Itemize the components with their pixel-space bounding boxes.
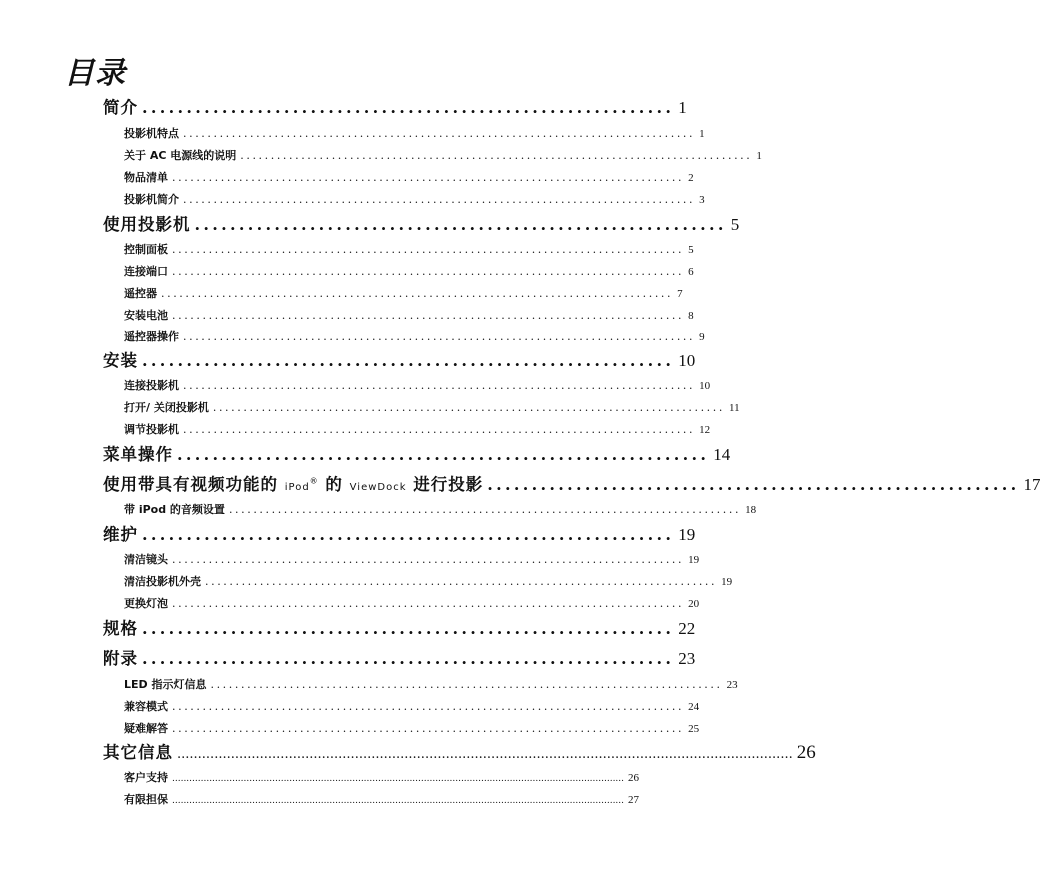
toc-label: 安装电池 xyxy=(124,309,168,322)
toc-page-number: 27 xyxy=(628,794,640,806)
toc-entry[interactable] xyxy=(124,421,711,437)
toc-label: 打开/ 关闭投影机 xyxy=(124,401,209,414)
toc-page-number: 8 xyxy=(688,310,694,322)
toc-label: 其它信息 xyxy=(103,743,173,762)
leader-dots: ............................................................ xyxy=(194,215,727,234)
toc-page-number: 18 xyxy=(745,504,757,516)
toc-label: 带 iPod 的音频设置 xyxy=(124,503,225,516)
toc-entry[interactable] xyxy=(124,191,705,207)
toc-page-number: 1 xyxy=(756,150,762,162)
toc-page-number: 24 xyxy=(688,701,700,713)
toc-entry[interactable] xyxy=(103,441,731,465)
toc-entry[interactable] xyxy=(124,125,705,141)
toc-label: 调节投影机 xyxy=(124,423,179,436)
toc-entry[interactable] xyxy=(103,471,1040,495)
toc-label: 遥控器操作 xyxy=(124,330,179,343)
toc-entry[interactable] xyxy=(124,595,700,611)
leader-dots: .................................................................................... xyxy=(172,243,685,256)
toc-page-number: 1 xyxy=(678,98,687,117)
leader-dots: .................................................................................... xyxy=(183,193,696,206)
toc-label: 更换灯泡 xyxy=(124,597,168,610)
toc-entry[interactable] xyxy=(124,769,640,785)
toc-label xyxy=(103,471,483,495)
leader-dots: .................................................................................... xyxy=(228,503,742,516)
leader-dots: .................................................................................... xyxy=(161,287,674,300)
toc-page-number: 11 xyxy=(728,402,740,414)
toc-page-number: 26 xyxy=(628,772,640,784)
toc-label: 疑难解答 xyxy=(124,722,168,735)
toc-entry[interactable] xyxy=(124,147,762,163)
leader-dots: ............................................................ xyxy=(142,525,675,544)
registered-mark: ® xyxy=(309,476,319,486)
leader-dots: .................................................................................... xyxy=(240,149,753,162)
leader-dots: .................................................................................... xyxy=(212,401,725,414)
toc-page-number: 22 xyxy=(678,619,696,638)
toc-label: 有限担保 xyxy=(124,793,168,806)
toc-page-number: 10 xyxy=(678,351,696,370)
toc-entry[interactable] xyxy=(124,573,733,589)
toc-label: 菜单操作 xyxy=(103,445,173,464)
toc-entry[interactable] xyxy=(124,169,694,185)
toc-entry[interactable] xyxy=(124,377,711,393)
toc-label: 附录 xyxy=(103,649,138,668)
leader-dots: .................................................................................... xyxy=(172,722,685,735)
leader-dots: .................................................................................... xyxy=(183,330,696,343)
toc-entry[interactable] xyxy=(103,347,696,371)
leader-dots: .................................................................................... xyxy=(183,423,696,436)
toc-page-number: 2 xyxy=(688,172,694,184)
toc-page-number: 5 xyxy=(688,244,694,256)
leader-dots: .................................................................................... xyxy=(183,379,696,392)
toc-label: 投影机特点 xyxy=(124,127,179,140)
toc-entry[interactable] xyxy=(124,501,757,517)
toc-entry[interactable] xyxy=(124,698,700,714)
leader-dots: .................................................................................... xyxy=(172,700,685,713)
toc-label-part: 进行投影 xyxy=(406,475,484,494)
leader-dots: .................................................................................... xyxy=(183,127,696,140)
leader-dots: .............................................................................................................................................................. xyxy=(172,796,625,806)
toc-page-number: 10 xyxy=(699,380,711,392)
leader-dots: ............................................................ xyxy=(142,351,675,370)
leader-dots: .................................................................................... xyxy=(172,309,685,322)
toc-label-part: 使用带具有视频功能的 xyxy=(103,475,285,494)
toc-entry[interactable] xyxy=(124,285,683,301)
leader-dots: ..................................................................................................................................................... xyxy=(177,747,793,762)
toc-label: 遥控器 xyxy=(124,287,157,300)
toc-label: 清洁投影机外壳 xyxy=(124,575,201,588)
toc-entry[interactable] xyxy=(124,263,694,279)
toc-page-number: 19 xyxy=(721,576,733,588)
toc-entry[interactable] xyxy=(103,521,696,545)
toc-entry[interactable] xyxy=(103,739,816,764)
leader-dots: .................................................................................... xyxy=(172,171,685,184)
leader-dots: .................................................................................... xyxy=(205,575,718,588)
toc-label: 物品清单 xyxy=(124,171,168,184)
leader-dots: .................................................................................... xyxy=(172,265,685,278)
toc-label: 客户支持 xyxy=(124,771,168,784)
leader-dots: ............................................................ xyxy=(142,98,675,117)
toc-entry[interactable] xyxy=(124,328,705,344)
leader-dots: .................................................................................... xyxy=(172,597,685,610)
toc-label: 关于 AC 电源线的说明 xyxy=(124,149,237,162)
toc-page-number: 6 xyxy=(688,266,694,278)
toc-entry[interactable] xyxy=(103,211,740,235)
toc-entry[interactable] xyxy=(124,720,700,736)
leader-dots: ............................................................ xyxy=(177,445,710,464)
toc-label: 安装 xyxy=(103,351,138,370)
toc-entry[interactable] xyxy=(103,615,696,639)
toc-entry[interactable] xyxy=(124,241,694,257)
toc-page-number: 5 xyxy=(730,215,740,234)
toc-entry[interactable] xyxy=(103,94,687,118)
toc-label: 连接端口 xyxy=(124,265,168,278)
toc-page-number: 9 xyxy=(699,331,705,343)
toc-entry[interactable] xyxy=(124,791,640,807)
toc-page-number: 14 xyxy=(713,445,731,464)
leader-dots: .............................................................................................................................................................. xyxy=(172,774,625,784)
toc-page-number: 20 xyxy=(688,598,700,610)
toc-label-part: 的 xyxy=(318,475,350,494)
toc-label: 投影机简介 xyxy=(124,193,179,206)
ipod-brand: iPod xyxy=(284,482,310,493)
toc-label: 兼容模式 xyxy=(124,700,168,713)
toc-entry[interactable] xyxy=(124,676,738,692)
toc-page-number: 7 xyxy=(677,288,683,300)
toc-page-number: 12 xyxy=(699,424,711,436)
toc-page-number: 23 xyxy=(678,649,696,668)
leader-dots: ............................................................ xyxy=(487,475,1020,494)
toc-entry[interactable] xyxy=(124,307,694,323)
leader-dots: .................................................................................... xyxy=(172,553,685,566)
toc-page-number: 3 xyxy=(699,194,705,206)
toc-entry[interactable] xyxy=(124,399,740,415)
toc-label: LED 指示灯信息 xyxy=(124,678,207,691)
toc-label: 控制面板 xyxy=(124,243,168,256)
toc-label: 规格 xyxy=(103,619,138,638)
toc-page-number: 26 xyxy=(796,742,816,763)
toc-page-number: 25 xyxy=(688,723,700,735)
toc-entry[interactable] xyxy=(103,645,696,669)
toc-label: 维护 xyxy=(103,525,138,544)
toc-label: 连接投影机 xyxy=(124,379,179,392)
toc-label: 清洁镜头 xyxy=(124,553,168,566)
toc-page-number: 1 xyxy=(699,128,705,140)
toc-label: 简介 xyxy=(103,98,138,117)
toc-page-number: 19 xyxy=(678,525,696,544)
toc-label: 使用投影机 xyxy=(103,215,191,234)
toc-page-number: 19 xyxy=(688,554,700,566)
page-title: 目录 xyxy=(64,56,126,91)
leader-dots: ............................................................ xyxy=(142,649,675,668)
toc-page-number: 17 xyxy=(1023,475,1040,494)
toc-entry[interactable] xyxy=(124,551,700,567)
toc-page-number: 23 xyxy=(726,679,738,691)
leader-dots: .................................................................................... xyxy=(210,678,723,691)
leader-dots: ............................................................ xyxy=(142,619,675,638)
viewdock-brand: ViewDock xyxy=(349,482,407,493)
